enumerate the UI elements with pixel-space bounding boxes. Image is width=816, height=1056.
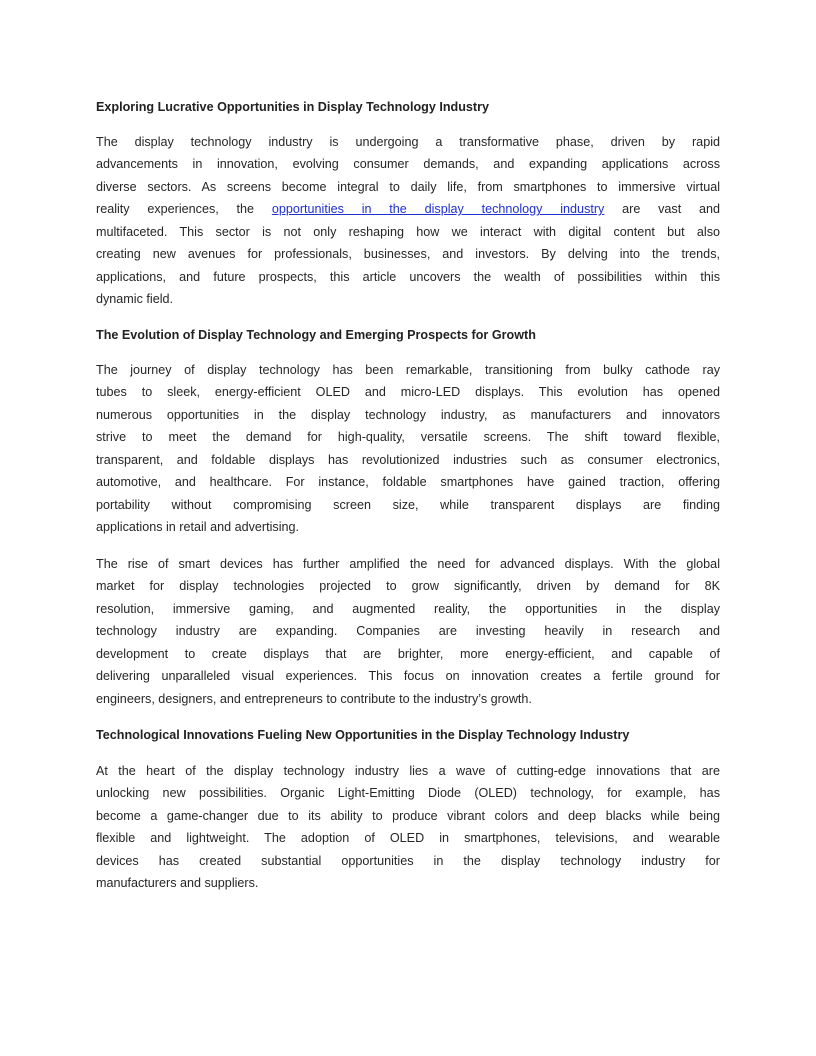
paragraph-line: The rise of smart devices has further amplified the need for advanced displays. With the global xyxy=(96,557,720,571)
paragraph-line: technology industry are expanding. Companies are investing heavily in research and xyxy=(96,624,720,639)
paragraph-line: multifaceted. This sector is not only reshaping how we interact with digital content but also xyxy=(96,224,720,239)
paragraph-line: portability without compromising screen size, while transparent displays are finding xyxy=(96,497,720,512)
paragraph-line: numerous opportunities in the display technology industry, as manufacturers and innovators xyxy=(96,407,720,422)
paragraph-line: The journey of display technology has been remarkable, transitioning from bulky cathode ray xyxy=(96,363,720,377)
paragraph-line: tubes to sleek, energy-efficient OLED and micro-LED displays. This evolution has opened xyxy=(96,385,720,400)
paragraph-line: dynamic field. xyxy=(96,292,173,307)
section1-paragraph-1 xyxy=(96,359,720,539)
paragraph-line: transparent, and foldable displays has revolutionized industries such as consumer electronics, xyxy=(96,452,720,467)
opportunities-link[interactable]: opportunities in the display technology industry xyxy=(271,202,605,217)
section1-paragraph-2 xyxy=(96,553,720,710)
paragraph-line: resolution, immersive gaming, and augmented reality, the opportunities in the display xyxy=(96,601,720,616)
paragraph-line: At the heart of the display technology industry lies a wave of cutting-edge innovations that are xyxy=(96,764,720,778)
intro-paragraph xyxy=(96,131,720,311)
paragraph-line: unlocking new possibilities. Organic Light-Emitting Diode (OLED) technology, for example, has xyxy=(96,786,720,801)
paragraph-line: automotive, and healthcare. For instance, foldable smartphones have gained traction, offering xyxy=(96,475,720,490)
paragraph-line xyxy=(96,198,720,220)
section-heading-innovations: Technological Innovations Fueling New Opportunities in the Display Technology Industry xyxy=(96,728,630,742)
link-suffix: are vast and xyxy=(604,202,720,217)
paragraph-line: flexible and lightweight. The adoption of OLED in smartphones, televisions, and wearable xyxy=(96,831,720,846)
paragraph-line: creating new avenues for professionals, businesses, and investors. By delving into the trends, xyxy=(96,247,720,262)
section2-paragraph-1 xyxy=(96,760,720,895)
paragraph-line: delivering unparalleled visual experiences. This focus on innovation creates a fertile ground for xyxy=(96,669,720,684)
section-heading-evolution: The Evolution of Display Technology and Emerging Prospects for Growth xyxy=(96,328,536,342)
paragraph-line: become a game-changer due to its ability to produce vibrant colors and deep blacks while being xyxy=(96,808,720,823)
paragraph-line: market for display technologies projected to grow significantly, driven by demand for 8K xyxy=(96,579,720,594)
paragraph-line: applications in retail and advertising. xyxy=(96,520,300,535)
paragraph-line: manufacturers and suppliers. xyxy=(96,876,259,891)
link-prefix: reality experiences, the xyxy=(96,202,272,217)
paragraph-line: advancements in innovation, evolving consumer demands, and expanding applications across xyxy=(96,157,720,172)
document-title: Exploring Lucrative Opportunities in Display Technology Industry xyxy=(96,100,490,114)
paragraph-line: development to create displays that are brighter, more energy-efficient, and capable of xyxy=(96,646,720,661)
paragraph-line: applications, and future prospects, this article uncovers the wealth of possibilities within this xyxy=(96,269,720,284)
paragraph-line: devices has created substantial opportunities in the display technology industry for xyxy=(96,853,720,868)
paragraph-line: strive to meet the demand for high-quality, versatile screens. The shift toward flexible, xyxy=(96,430,720,445)
paragraph-line: diverse sectors. As screens become integral to daily life, from smartphones to immersive virtual xyxy=(96,179,720,194)
paragraph-line: The display technology industry is undergoing a transformative phase, driven by rapid xyxy=(96,135,720,149)
paragraph-line: engineers, designers, and entrepreneurs to contribute to the industry’s growth. xyxy=(96,691,532,706)
